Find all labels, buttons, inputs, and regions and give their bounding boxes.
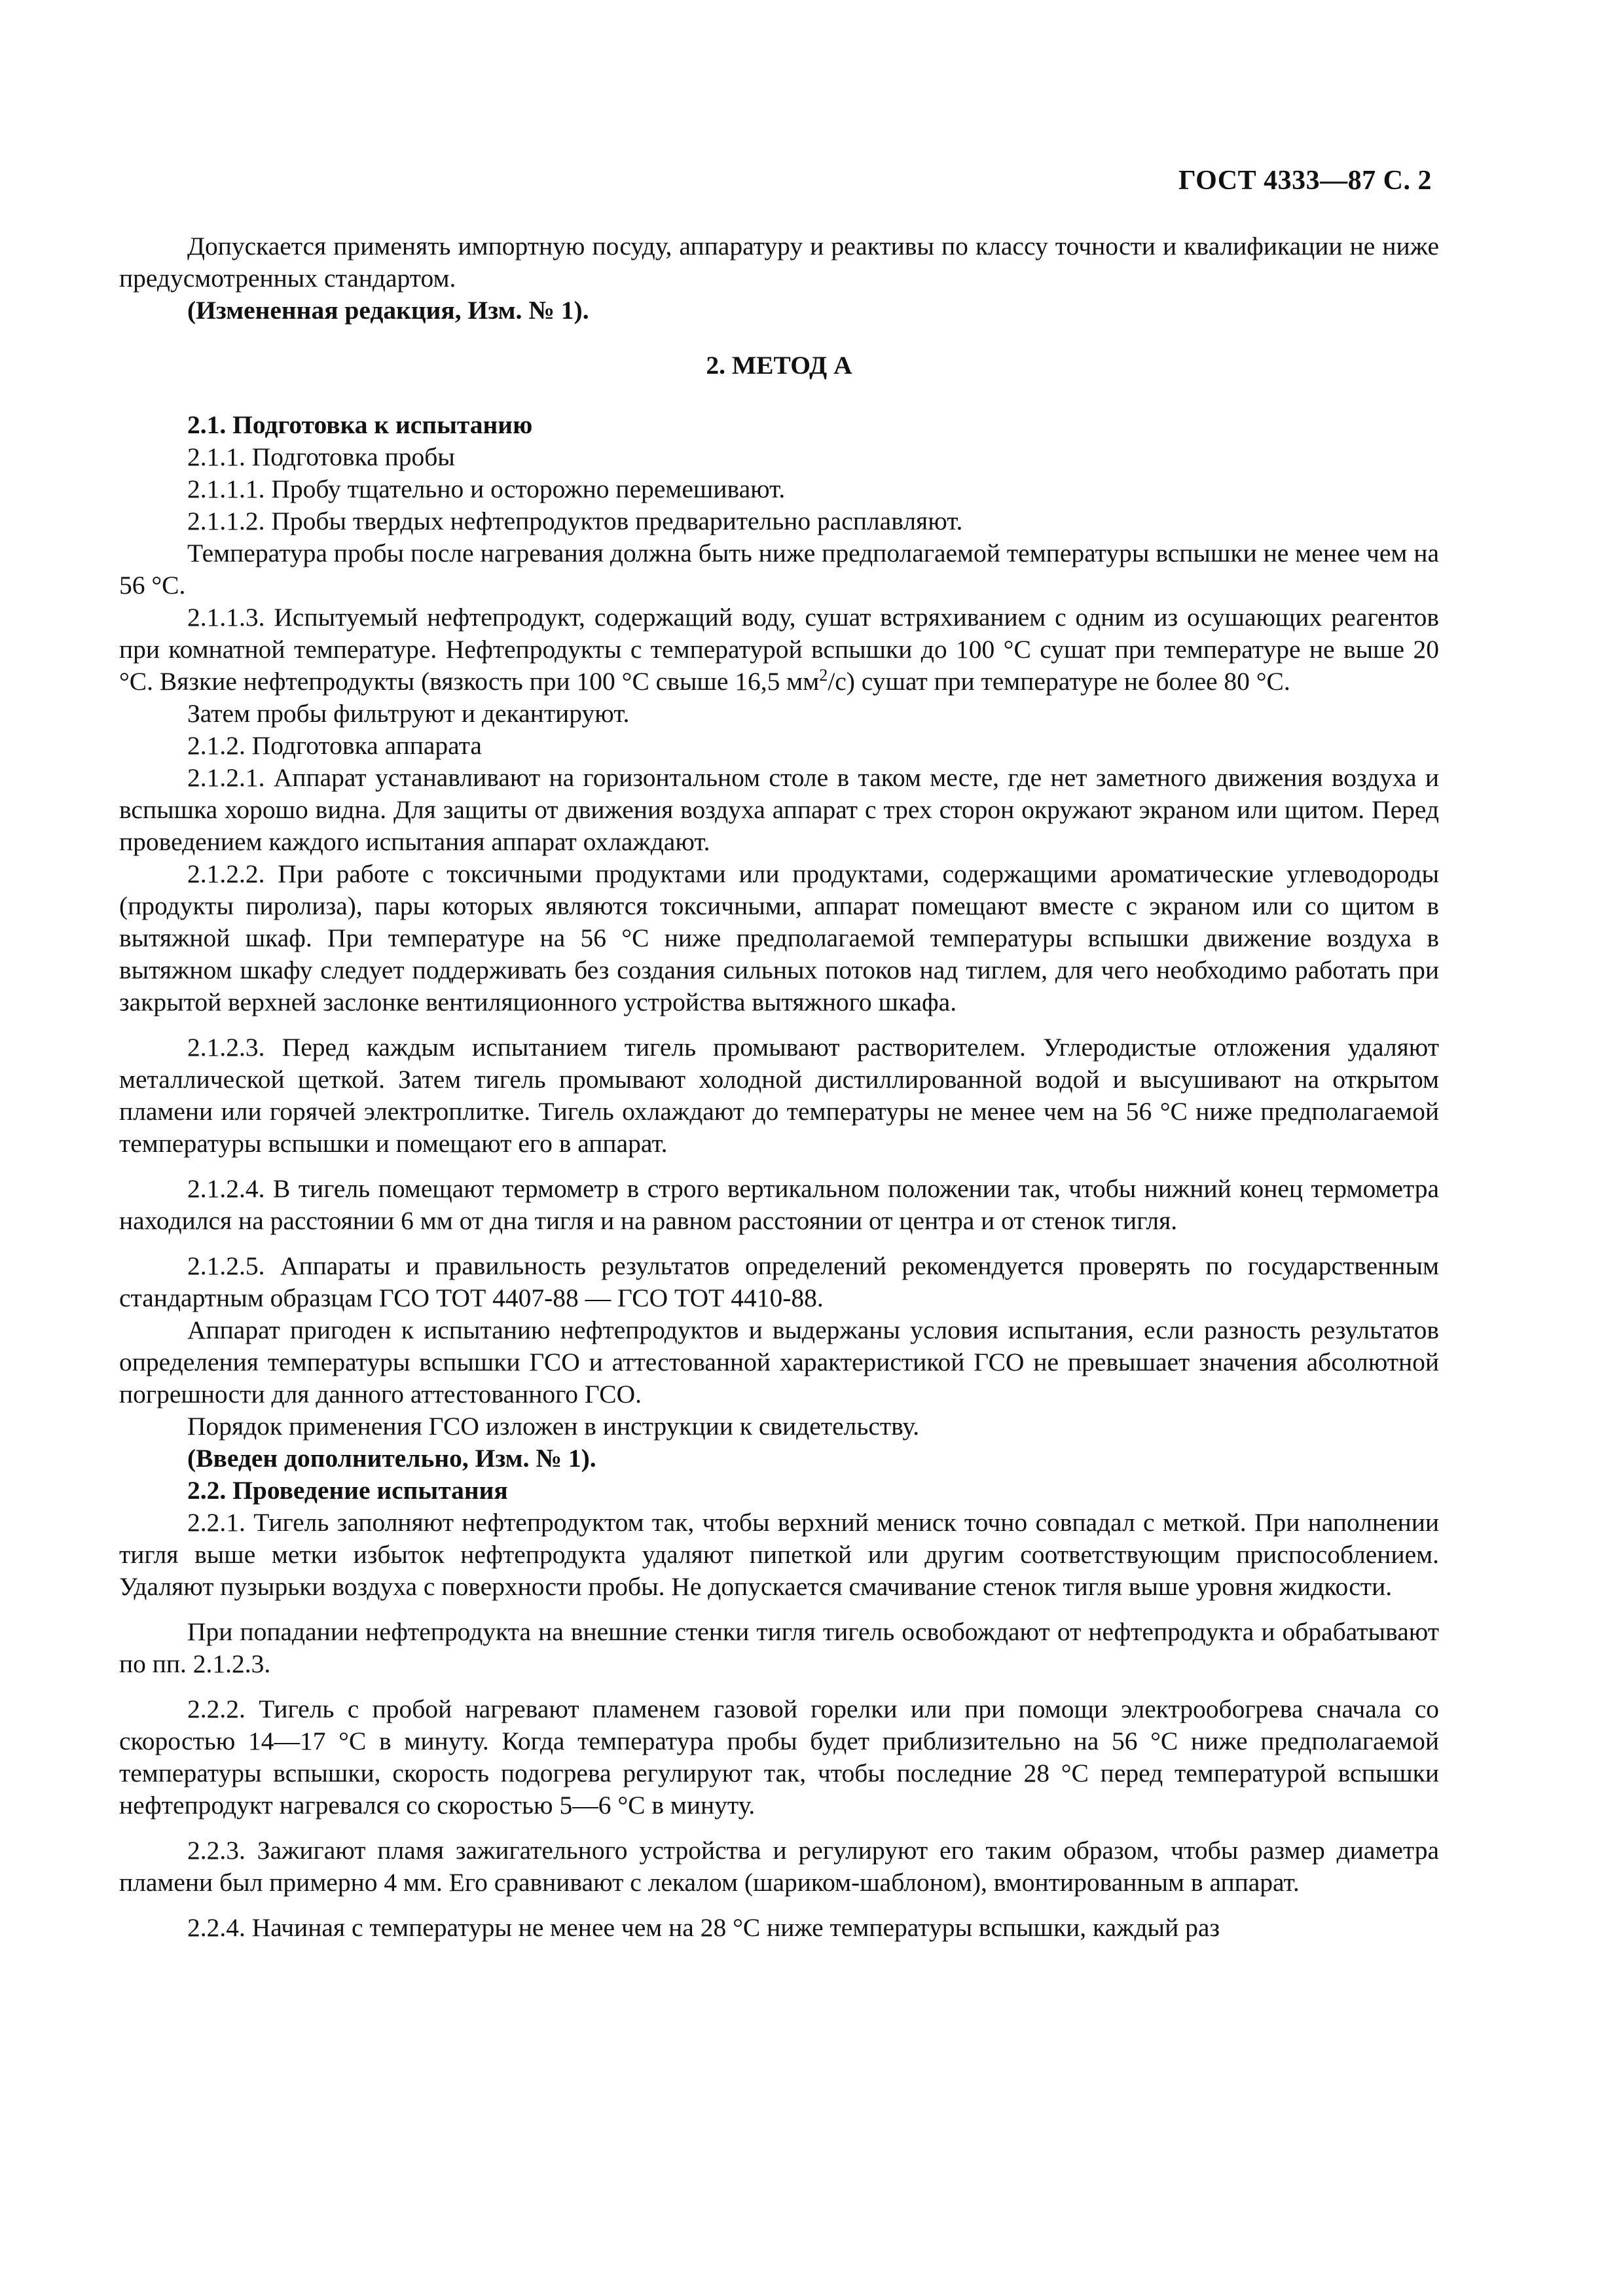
paragraph: Допускается применять импортную посуду, аппаратуру и реактивы по классу точности и квалификации не ниже предусмотренных стандартом. [119,232,1439,293]
paragraph: 2.1.1.1. Пробу тщательно и осторожно перемешивают. [187,475,786,503]
paragraph: Температура пробы после нагревания должна быть ниже предполагаемой температуры вспышки не менее чем на 56 °С. [119,539,1439,600]
amendment-note: (Введен дополнительно, Изм. № 1). [187,1444,596,1473]
paragraph: 2.1.1.2. Пробы твердых нефтепродуктов предварительно расплавляют. [187,507,963,535]
paragraph: 2.1.2.4. В тигель помещают термометр в строго вертикальном положении так, чтобы нижний конец термометра находился на расстоянии 6 мм от дна тигля и на равном расстоянии от центра и от стенок тигля. [119,1174,1439,1235]
paragraph: Затем пробы фильтруют и декантируют. [187,699,630,728]
paragraph: 2.1.2.2. При работе с токсичными продуктами или продуктами, содержащими ароматические углеводороды (продукты пиролиза), пары которых являются токсичными, аппарат помещают вместе с экраном или со щитом в вытяжной шкаф. При температуре на 56 °С ниже предполагаемой температуры вспышки движение воздуха в вытяжном шкафу следует поддерживать без создания сильных потоков над тиглем, для чего необходимо работать при закрытой верхней заслонке вентиляционного устройства вытяжного шкафа. [119,859,1439,1016]
section-title: 2. МЕТОД А [706,351,852,380]
paragraph: 2.2.1. Тигель заполняют нефтепродуктом так, чтобы верхний мениск точно совпадал с меткой. При наполнении тигля выше метки избыток нефтепродукта удаляют пипеткой или другим соответствующим приспособлением. Удаляют пузырьки воздуха с поверхности пробы. Не допускается смачивание стенок тигля выше уровня жидкости. [119,1508,1439,1601]
paragraph: 2.1.2.5. Аппараты и правильность результатов определений рекомендуется проверять по государственным стандартным образцам ГСО ТОТ 4407-88 — ГСО ТОТ 4410-88. [119,1251,1439,1312]
document-body [119,230,1439,1944]
paragraph: 2.1.1. Подготовка пробы [187,442,455,471]
paragraph: Аппарат пригоден к испытанию нефтепродуктов и выдержаны условия испытания, если разность результатов определения температуры вспышки ГСО и аттестованной характеристикой ГСО не превышает значения абсолютной погрешности для данного аттестованного ГСО. [119,1316,1439,1408]
page-header: ГОСТ 4333—87 С. 2 [1178,166,1432,196]
paragraph-text: 2.1.1.3. Испытуемый нефтепродукт, содержащий воду, сушат встряхиванием с одним из осушающих реагентов при комнатной температуре. Нефтепродукты с температурой вспышки до 100 °С сушат при температуре не выше 20 °С. Вязкие нефтепродукты (вязкость при 100 °С свыше 16,5 мм [119,603,1439,696]
paragraph: 2.2.4. Начиная с температуры не менее чем на 28 °С ниже температуры вспышки, каждый раз [187,1913,1220,1942]
subsection-heading: 2.1. Подготовка к испытанию [187,410,533,439]
paragraph: 2.2.3. Зажигают пламя зажигательного устройства и регулируют его таким образом, чтобы размер диаметра пламени был примерно 4 мм. Его сравнивают с лекалом (шариком-шаблоном), вмонтированным в аппарат. [119,1836,1439,1897]
paragraph-text: /с) сушат при температуре не более 80 °С. [828,667,1290,696]
paragraph [119,601,1439,698]
superscript: 2 [819,665,828,685]
paragraph: 2.1.2.3. Перед каждым испытанием тигель промывают растворителем. Углеродистые отложения удаляют металлической щеткой. Затем тигель промывают холодной дистиллированной водой и высушивают на открытом пламени или горячей электроплитке. Тигель охлаждают до температуры не менее чем на 56 °С ниже предполагаемой температуры вспышки и помещают его в аппарат. [119,1033,1439,1158]
paragraph: При попадании нефтепродукта на внешние стенки тигля тигель освобождают от нефтепродукта и обрабатывают по пп. 2.1.2.3. [119,1617,1439,1678]
paragraph: 2.2.2. Тигель с пробой нагревают пламенем газовой горелки или при помощи электрообогрева сначала со скоростью 14—17 °С в минуту. Когда температура пробы будет приблизительно на 56 °С ниже предполагаемой температуры вспышки, скорость подогрева регулируют так, чтобы последние 28 °С перед температурой вспышки нефтепродукт нагревался со скоростью 5—6 °С в минуту. [119,1695,1439,1820]
paragraph: 2.1.2.1. Аппарат устанавливают на горизонтальном столе в таком месте, где нет заметного движения воздуха и вспышка хорошо видна. Для защиты от движения воздуха аппарат с трех сторон окружают экраном или щитом. Перед проведением каждого испытания аппарат охлаждают. [119,763,1439,856]
paragraph: 2.1.2. Подготовка аппарата [187,731,482,760]
amendment-note: (Измененная редакция, Изм. № 1). [187,296,589,325]
subsection-heading: 2.2. Проведение испытания [187,1476,508,1505]
paragraph: Порядок применения ГСО изложен в инструкции к свидетельству. [187,1412,920,1441]
